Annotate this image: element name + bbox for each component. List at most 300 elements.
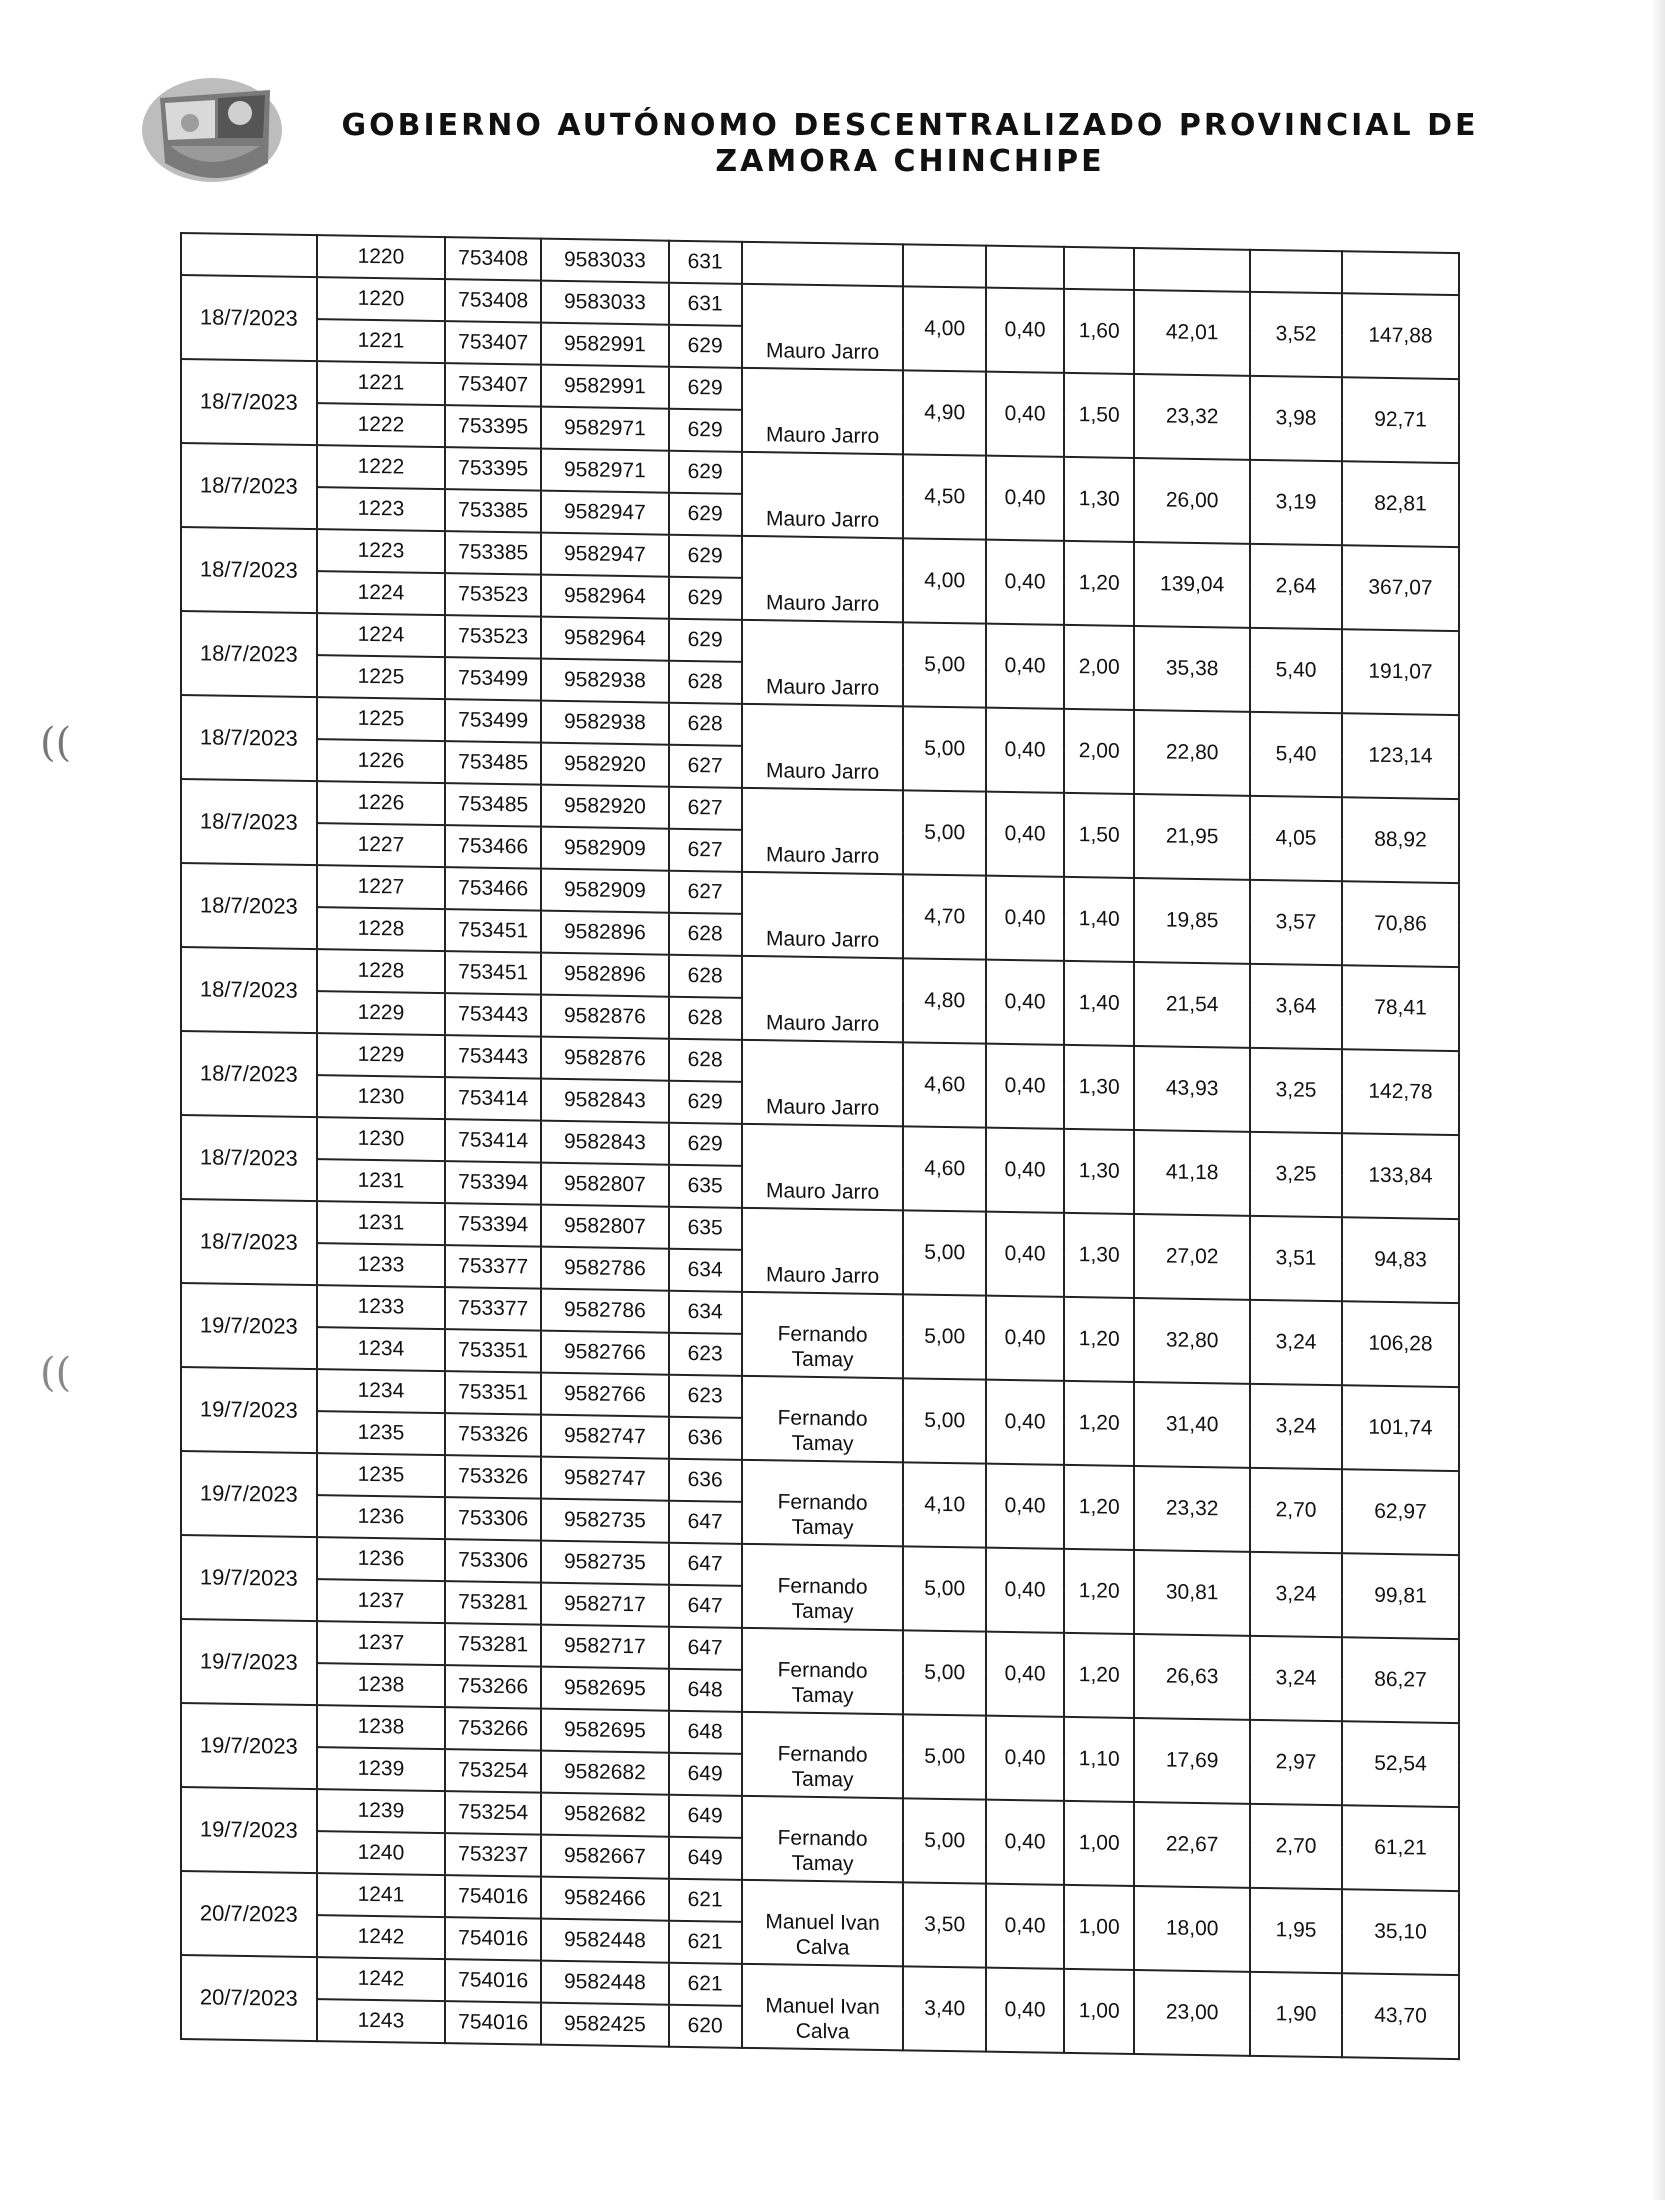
point-cell: 1239 <box>317 1789 445 1833</box>
elevation-cell: 623 <box>669 1333 742 1376</box>
distance-cell: 21,95 <box>1134 794 1250 880</box>
elevation-cell: 629 <box>669 619 742 662</box>
east-cell: 753451 <box>445 951 541 995</box>
operator-name-cell: Mauro Jarro <box>742 1124 904 1211</box>
point-cell: 1241 <box>317 1873 445 1917</box>
distance-cell: 23,32 <box>1134 374 1250 460</box>
operator-name-cell: Fernando Tamay <box>742 1544 904 1631</box>
depth-cell: 1,60 <box>1064 289 1134 374</box>
length-cell: 4,10 <box>903 1462 985 1547</box>
depth-cell: 2,00 <box>1064 625 1134 710</box>
east-cell: 753306 <box>445 1497 541 1541</box>
operator-name-cell: Mauro Jarro <box>742 452 904 539</box>
margin-mark: (( <box>40 1350 72 1396</box>
width-cell: 0,40 <box>986 1716 1064 1801</box>
operator-name-cell: Mauro Jarro <box>742 1208 904 1295</box>
point-cell: 1222 <box>317 403 445 447</box>
east-cell: 753281 <box>445 1623 541 1667</box>
east-cell: 753499 <box>445 657 541 701</box>
volume-cell: 367,07 <box>1342 545 1459 631</box>
volume-cell: 106,28 <box>1342 1301 1459 1387</box>
point-cell: 1221 <box>317 361 445 405</box>
point-cell: 1231 <box>317 1159 445 1203</box>
length-cell: 5,00 <box>903 1798 985 1883</box>
date-cell: 18/7/2023 <box>181 695 317 781</box>
north-cell: 9582896 <box>541 911 668 955</box>
volume-cell: 101,74 <box>1342 1385 1459 1471</box>
empty-cell <box>1134 248 1250 292</box>
elevation-cell: 636 <box>669 1417 742 1460</box>
volume-cell: 61,21 <box>1342 1805 1459 1891</box>
operator-name-cell: Manuel Ivan Calva <box>742 1964 904 2051</box>
operator-name-cell: Mauro Jarro <box>742 368 904 455</box>
north-cell: 9582766 <box>541 1331 668 1375</box>
depth-cell: 1,40 <box>1064 961 1134 1046</box>
point-cell: 1220 <box>317 277 445 321</box>
page-edge <box>1651 0 1665 2200</box>
point-cell: 1233 <box>317 1285 445 1329</box>
north-cell: 9582807 <box>541 1205 668 1249</box>
length-cell: 3,50 <box>903 1882 985 1967</box>
date-cell: 18/7/2023 <box>181 527 317 613</box>
date-cell <box>181 233 317 277</box>
elevation-cell: 629 <box>669 493 742 536</box>
north-cell: 9582876 <box>541 995 668 1039</box>
point-cell: 1237 <box>317 1579 445 1623</box>
distance-cell: 43,93 <box>1134 1046 1250 1132</box>
operator-name-cell: Fernando Tamay <box>742 1796 904 1883</box>
east-cell: 753414 <box>445 1119 541 1163</box>
distance-cell: 41,18 <box>1134 1130 1250 1216</box>
elevation-cell: 623 <box>669 1375 742 1418</box>
width-cell: 0,40 <box>986 1632 1064 1717</box>
north-cell: 9582807 <box>541 1163 668 1207</box>
elevation-cell: 627 <box>669 829 742 872</box>
width-cell: 0,40 <box>986 1380 1064 1465</box>
area-cell: 3,25 <box>1250 1132 1342 1217</box>
point-cell: 1225 <box>317 655 445 699</box>
point-cell: 1223 <box>317 487 445 531</box>
east-cell: 754016 <box>445 1875 541 1919</box>
area-cell: 3,51 <box>1250 1216 1342 1301</box>
point-cell: 1228 <box>317 949 445 993</box>
north-cell: 9582843 <box>541 1079 668 1123</box>
volume-cell: 78,41 <box>1342 965 1459 1051</box>
distance-cell: 19,85 <box>1134 878 1250 964</box>
north-cell: 9582766 <box>541 1373 668 1417</box>
width-cell: 0,40 <box>986 960 1064 1045</box>
document-title <box>290 108 1530 180</box>
length-cell: 4,00 <box>903 286 985 371</box>
east-cell: 753395 <box>445 405 541 449</box>
east-cell: 753451 <box>445 909 541 953</box>
distance-cell: 27,02 <box>1134 1214 1250 1300</box>
length-cell: 4,60 <box>903 1126 985 1211</box>
area-cell: 5,40 <box>1250 628 1342 713</box>
north-cell: 9582876 <box>541 1037 668 1081</box>
title-line-2: ZAMORA CHINCHIPE <box>715 144 1105 179</box>
width-cell: 0,40 <box>986 1296 1064 1381</box>
elevation-cell: 629 <box>669 325 742 368</box>
elevation-cell: 629 <box>669 367 742 410</box>
point-cell: 1236 <box>317 1537 445 1581</box>
north-cell: 9583033 <box>541 281 668 325</box>
east-cell: 753254 <box>445 1791 541 1835</box>
volume-cell: 133,84 <box>1342 1133 1459 1219</box>
elevation-cell: 628 <box>669 913 742 956</box>
elevation-cell: 631 <box>669 283 742 326</box>
volume-cell: 191,07 <box>1342 629 1459 715</box>
depth-cell: 1,40 <box>1064 877 1134 962</box>
width-cell: 0,40 <box>986 540 1064 625</box>
east-cell: 753377 <box>445 1245 541 1289</box>
length-cell: 3,40 <box>903 1966 985 2051</box>
elevation-cell: 648 <box>669 1711 742 1754</box>
east-cell: 753326 <box>445 1455 541 1499</box>
depth-cell: 1,30 <box>1064 1213 1134 1298</box>
east-cell: 753523 <box>445 615 541 659</box>
volume-cell: 82,81 <box>1342 461 1459 547</box>
area-cell: 3,24 <box>1250 1636 1342 1721</box>
point-cell: 1233 <box>317 1243 445 1287</box>
east-cell: 753326 <box>445 1413 541 1457</box>
depth-cell: 1,50 <box>1064 373 1134 458</box>
north-cell: 9582682 <box>541 1793 668 1837</box>
empty-cell <box>1342 251 1459 295</box>
north-cell: 9582735 <box>541 1541 668 1585</box>
point-cell: 1243 <box>317 1999 445 2043</box>
point-cell: 1242 <box>317 1915 445 1959</box>
length-cell: 4,00 <box>903 538 985 623</box>
area-cell: 2,70 <box>1250 1468 1342 1553</box>
elevation-cell: 628 <box>669 703 742 746</box>
elevation-cell: 628 <box>669 661 742 704</box>
elevation-cell: 629 <box>669 409 742 452</box>
length-cell: 4,90 <box>903 370 985 455</box>
elevation-cell: 647 <box>669 1585 742 1628</box>
point-cell: 1229 <box>317 1033 445 1077</box>
operator-name-cell: Manuel Ivan Calva <box>742 1880 904 1967</box>
width-cell: 0,40 <box>986 1800 1064 1885</box>
elevation-cell: 647 <box>669 1501 742 1544</box>
width-cell: 0,40 <box>986 1884 1064 1969</box>
provincial-seal-icon <box>130 68 295 198</box>
east-cell: 753254 <box>445 1749 541 1793</box>
elevation-cell: 648 <box>669 1669 742 1712</box>
length-cell: 4,50 <box>903 454 985 539</box>
north-cell: 9582991 <box>541 323 668 367</box>
elevation-cell: 647 <box>669 1543 742 1586</box>
elevation-cell: 621 <box>669 1963 742 2006</box>
width-cell: 0,40 <box>986 1968 1064 2053</box>
elevation-cell: 649 <box>669 1753 742 1796</box>
width-cell: 0,40 <box>986 1464 1064 1549</box>
operator-name-cell: Fernando Tamay <box>742 1292 904 1379</box>
point-cell: 1238 <box>317 1663 445 1707</box>
north-cell: 9582909 <box>541 827 668 871</box>
distance-cell: 22,80 <box>1134 710 1250 796</box>
north-cell: 9582909 <box>541 869 668 913</box>
east-cell: 753351 <box>445 1371 541 1415</box>
point-cell: 1234 <box>317 1369 445 1413</box>
depth-cell: 1,30 <box>1064 1129 1134 1214</box>
volume-cell: 43,70 <box>1342 1973 1459 2059</box>
empty-cell <box>1250 250 1342 293</box>
east-cell: 753443 <box>445 993 541 1037</box>
length-cell: 5,00 <box>903 1714 985 1799</box>
north-cell: 9582695 <box>541 1709 668 1753</box>
operator-name-cell: Mauro Jarro <box>742 788 904 875</box>
elevation-cell: 634 <box>669 1291 742 1334</box>
document-header <box>130 60 1479 210</box>
area-cell: 2,97 <box>1250 1720 1342 1805</box>
point-cell: 1226 <box>317 739 445 783</box>
area-cell: 3,98 <box>1250 376 1342 461</box>
volume-cell: 52,54 <box>1342 1721 1459 1807</box>
point-cell: 1235 <box>317 1453 445 1497</box>
east-cell: 753443 <box>445 1035 541 1079</box>
date-cell: 20/7/2023 <box>181 1871 317 1957</box>
point-cell: 1240 <box>317 1831 445 1875</box>
distance-cell: 17,69 <box>1134 1718 1250 1804</box>
date-cell: 18/7/2023 <box>181 863 317 949</box>
north-cell: 9582786 <box>541 1289 668 1333</box>
elevation-cell: 628 <box>669 997 742 1040</box>
elevation-cell: 620 <box>669 2005 742 2048</box>
elevation-cell: 649 <box>669 1837 742 1880</box>
length-cell: 5,00 <box>903 790 985 875</box>
east-cell: 753266 <box>445 1665 541 1709</box>
width-cell: 0,40 <box>986 1128 1064 1213</box>
point-cell: 1225 <box>317 697 445 741</box>
east-cell: 753394 <box>445 1161 541 1205</box>
north-cell: 9582991 <box>541 365 668 409</box>
elevation-cell: 629 <box>669 1081 742 1124</box>
distance-cell: 35,38 <box>1134 626 1250 712</box>
east-cell: 753485 <box>445 783 541 827</box>
elevation-cell: 621 <box>669 1879 742 1922</box>
distance-cell: 18,00 <box>1134 1886 1250 1972</box>
north-cell: 9582425 <box>541 2003 668 2047</box>
distance-cell: 23,00 <box>1134 1970 1250 2056</box>
east-cell: 753351 <box>445 1329 541 1373</box>
date-cell: 19/7/2023 <box>181 1535 317 1621</box>
area-cell: 5,40 <box>1250 712 1342 797</box>
elevation-cell: 634 <box>669 1249 742 1292</box>
depth-cell: 1,30 <box>1064 1045 1134 1130</box>
point-cell: 1223 <box>317 529 445 573</box>
date-cell: 19/7/2023 <box>181 1367 317 1453</box>
elevation-cell: 628 <box>669 955 742 998</box>
depth-cell: 1,30 <box>1064 457 1134 542</box>
north-cell: 9582747 <box>541 1415 668 1459</box>
area-cell: 1,90 <box>1250 1972 1342 2057</box>
distance-cell: 23,32 <box>1134 1466 1250 1552</box>
volume-cell: 70,86 <box>1342 881 1459 967</box>
point-cell: 1220 <box>317 235 445 279</box>
depth-cell: 1,20 <box>1064 1465 1134 1550</box>
north-cell: 9582786 <box>541 1247 668 1291</box>
east-cell: 753395 <box>445 447 541 491</box>
elevation-cell: 647 <box>669 1627 742 1670</box>
width-cell: 0,40 <box>986 372 1064 457</box>
area-cell: 3,52 <box>1250 292 1342 377</box>
distance-cell: 31,40 <box>1134 1382 1250 1468</box>
north-cell: 9582735 <box>541 1499 668 1543</box>
area-cell: 3,25 <box>1250 1048 1342 1133</box>
operator-name-cell: Fernando Tamay <box>742 1712 904 1799</box>
north-cell: 9582964 <box>541 575 668 619</box>
date-cell: 19/7/2023 <box>181 1703 317 1789</box>
margin-mark: (( <box>40 720 72 766</box>
elevation-cell: 628 <box>669 1039 742 1082</box>
date-cell: 19/7/2023 <box>181 1451 317 1537</box>
date-cell: 18/7/2023 <box>181 1115 317 1201</box>
depth-cell: 1,20 <box>1064 541 1134 626</box>
distance-cell: 30,81 <box>1134 1550 1250 1636</box>
empty-cell <box>742 242 904 287</box>
operator-name-cell: Fernando Tamay <box>742 1460 904 1547</box>
elevation-cell: 621 <box>669 1921 742 1964</box>
point-cell: 1221 <box>317 319 445 363</box>
distance-cell: 139,04 <box>1134 542 1250 628</box>
length-cell: 5,00 <box>903 1210 985 1295</box>
area-cell: 2,70 <box>1250 1804 1342 1889</box>
area-cell: 3,19 <box>1250 460 1342 545</box>
north-cell: 9582920 <box>541 785 668 829</box>
volume-cell: 123,14 <box>1342 713 1459 799</box>
north-cell: 9582448 <box>541 1961 668 2005</box>
volume-cell: 86,27 <box>1342 1637 1459 1723</box>
elevation-cell: 629 <box>669 451 742 494</box>
east-cell: 753237 <box>445 1833 541 1877</box>
north-cell: 9582938 <box>541 659 668 703</box>
area-cell: 3,24 <box>1250 1300 1342 1385</box>
length-cell: 4,80 <box>903 958 985 1043</box>
north-cell: 9582747 <box>541 1457 668 1501</box>
point-cell: 1239 <box>317 1747 445 1791</box>
distance-cell: 42,01 <box>1134 290 1250 376</box>
date-cell: 19/7/2023 <box>181 1283 317 1369</box>
east-cell: 753407 <box>445 363 541 407</box>
north-cell: 9582717 <box>541 1583 668 1627</box>
north-cell: 9583033 <box>541 239 668 283</box>
date-cell: 18/7/2023 <box>181 611 317 697</box>
empty-cell <box>903 244 985 287</box>
elevation-cell: 636 <box>669 1459 742 1502</box>
east-cell: 753485 <box>445 741 541 785</box>
north-cell: 9582920 <box>541 743 668 787</box>
north-cell: 9582947 <box>541 491 668 535</box>
north-cell: 9582682 <box>541 1751 668 1795</box>
depth-cell: 1,00 <box>1064 1801 1134 1886</box>
length-cell: 5,00 <box>903 706 985 791</box>
east-cell: 753281 <box>445 1581 541 1625</box>
north-cell: 9582466 <box>541 1877 668 1921</box>
date-cell: 19/7/2023 <box>181 1619 317 1705</box>
operator-name-cell: Mauro Jarro <box>742 704 904 791</box>
distance-cell: 26,00 <box>1134 458 1250 544</box>
date-cell: 18/7/2023 <box>181 359 317 445</box>
empty-cell <box>1064 247 1134 290</box>
width-cell: 0,40 <box>986 708 1064 793</box>
east-cell: 754016 <box>445 1917 541 1961</box>
depth-cell: 1,50 <box>1064 793 1134 878</box>
operator-name-cell: Mauro Jarro <box>742 536 904 623</box>
east-cell: 753499 <box>445 699 541 743</box>
length-cell: 5,00 <box>903 1378 985 1463</box>
volume-cell: 35,10 <box>1342 1889 1459 1975</box>
point-cell: 1229 <box>317 991 445 1035</box>
point-cell: 1237 <box>317 1621 445 1665</box>
date-cell: 20/7/2023 <box>181 1955 317 2041</box>
operator-name-cell: Mauro Jarro <box>742 284 904 371</box>
east-cell: 753385 <box>445 489 541 533</box>
width-cell: 0,40 <box>986 624 1064 709</box>
title-line-1: GOBIERNO AUTÓNOMO DESCENTRALIZADO PROVINCIAL DE <box>341 108 1479 143</box>
date-cell: 18/7/2023 <box>181 443 317 529</box>
operator-name-cell: Mauro Jarro <box>742 620 904 707</box>
elevation-cell: 627 <box>669 745 742 788</box>
east-cell: 753523 <box>445 573 541 617</box>
elevation-cell: 627 <box>669 787 742 830</box>
east-cell: 754016 <box>445 2001 541 2045</box>
area-cell: 4,05 <box>1250 796 1342 881</box>
point-cell: 1227 <box>317 823 445 867</box>
elevation-cell: 629 <box>669 535 742 578</box>
east-cell: 753377 <box>445 1287 541 1331</box>
area-cell: 3,64 <box>1250 964 1342 1049</box>
volume-cell: 94,83 <box>1342 1217 1459 1303</box>
elevation-cell: 635 <box>669 1207 742 1250</box>
east-cell: 753408 <box>445 237 541 281</box>
east-cell: 753414 <box>445 1077 541 1121</box>
point-cell: 1236 <box>317 1495 445 1539</box>
area-cell: 3,57 <box>1250 880 1342 965</box>
depth-cell: 1,20 <box>1064 1549 1134 1634</box>
point-cell: 1235 <box>317 1411 445 1455</box>
volume-cell: 92,71 <box>1342 377 1459 463</box>
east-cell: 753407 <box>445 321 541 365</box>
north-cell: 9582667 <box>541 1835 668 1879</box>
length-cell: 5,00 <box>903 1294 985 1379</box>
length-cell: 5,00 <box>903 1546 985 1631</box>
area-cell: 1,95 <box>1250 1888 1342 1973</box>
volume-cell: 62,97 <box>1342 1469 1459 1555</box>
east-cell: 753385 <box>445 531 541 575</box>
north-cell: 9582947 <box>541 533 668 577</box>
elevation-cell: 629 <box>669 1123 742 1166</box>
empty-cell <box>986 246 1064 289</box>
operator-name-cell: Mauro Jarro <box>742 872 904 959</box>
area-cell: 2,64 <box>1250 544 1342 629</box>
north-cell: 9582843 <box>541 1121 668 1165</box>
east-cell: 753306 <box>445 1539 541 1583</box>
depth-cell: 1,20 <box>1064 1633 1134 1718</box>
depth-cell: 2,00 <box>1064 709 1134 794</box>
east-cell: 753266 <box>445 1707 541 1751</box>
width-cell: 0,40 <box>986 1044 1064 1129</box>
elevation-cell: 629 <box>669 577 742 620</box>
data-table <box>180 232 1460 2060</box>
east-cell: 753466 <box>445 825 541 869</box>
date-cell: 18/7/2023 <box>181 275 317 361</box>
length-cell: 4,70 <box>903 874 985 959</box>
elevation-cell: 631 <box>669 241 742 284</box>
east-cell: 754016 <box>445 1959 541 2003</box>
north-cell: 9582695 <box>541 1667 668 1711</box>
depth-cell: 1,00 <box>1064 1885 1134 1970</box>
